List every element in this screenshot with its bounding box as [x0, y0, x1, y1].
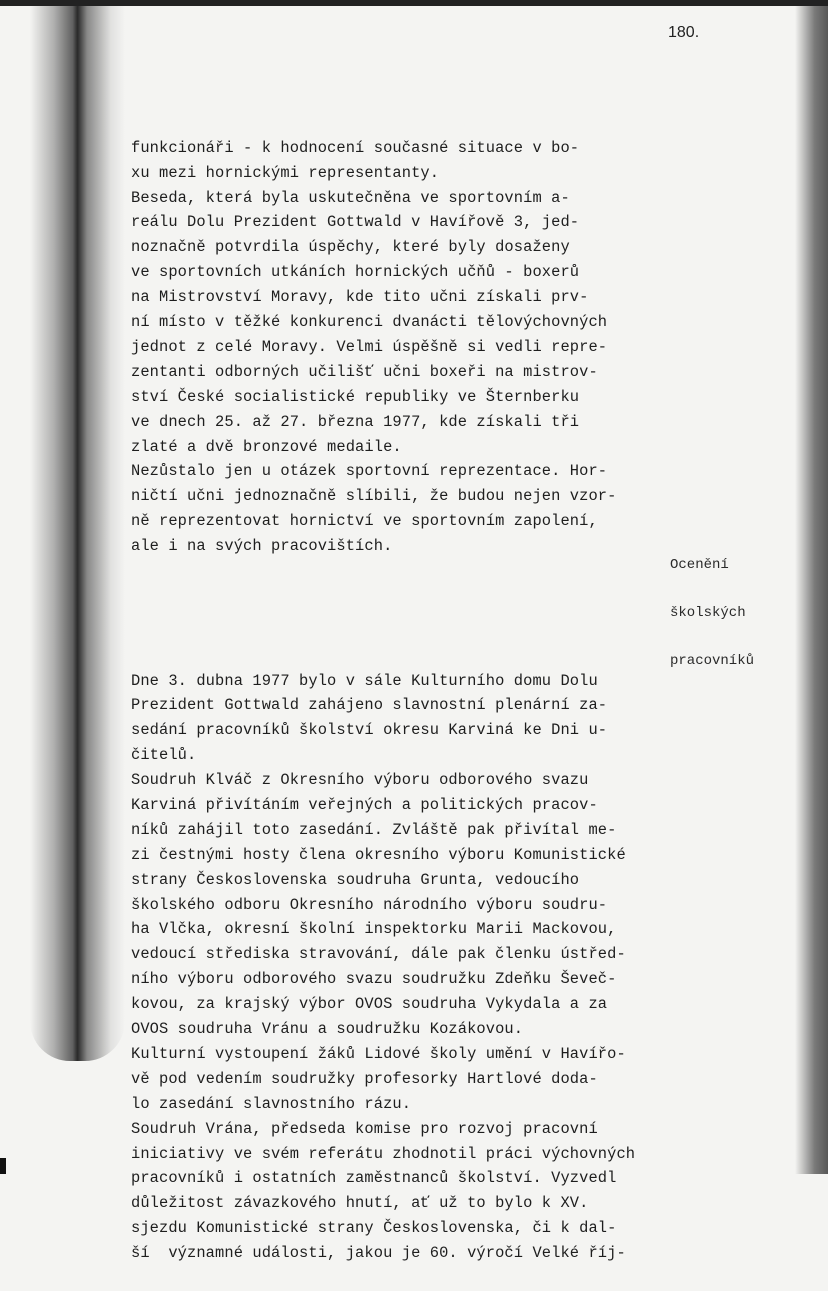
text-line: Soudruh Klváč z Okresního výboru odborového svazu	[131, 771, 589, 790]
document-body	[131, 86, 691, 1291]
margin-note-line: pracovníků	[670, 653, 755, 669]
text-line: Karviná přivítáním veřejných a politických pracov-	[131, 796, 598, 815]
text-line: vedoucí střediska stravování, dále pak členku ústřed-	[131, 945, 626, 964]
scan-corner-mark	[0, 1158, 6, 1174]
text-line: reálu Dolu Prezident Gottwald v Havířově 3, jed-	[131, 213, 580, 232]
text-line: OVOS soudruha Vránu a soudružku Kozákovou.	[131, 1020, 524, 1039]
text-line: ství České socialistické republiky ve Šternberku	[131, 387, 580, 406]
text-line: strany Československa soudruha Grunta, vedoucího	[131, 870, 580, 889]
text-line: lo zasedání slavnostního rázu.	[131, 1094, 412, 1113]
text-line: ně reprezentovat hornictví ve sportovním zapolení,	[131, 512, 598, 531]
text-line: sedání pracovníků školství okresu Karviná ke Dni u-	[131, 721, 608, 740]
text-line: Kulturní vystoupení žáků Lidové školy umění v Havířo-	[131, 1044, 626, 1063]
text-line: důležitost závazkového hnutí, ať už to bylo k XV.	[131, 1194, 589, 1213]
page-right-edge-shadow	[795, 6, 828, 1174]
text-line: ničtí učni jednoznačně slíbili, že budou nejen vzor-	[131, 487, 617, 506]
text-line: vě pod vedením soudružky profesorky Hartlové doda-	[131, 1069, 598, 1088]
text-line: ha Vlčka, okresní školní inspektorku Marii Mackovou,	[131, 920, 617, 939]
margin-note-line: Ocenění	[670, 557, 729, 573]
text-line: na Mistrovství Moravy, kde tito učni získali prv-	[131, 288, 589, 307]
text-line: xu mezi hornickými representanty.	[131, 163, 440, 182]
text-line: čitelů.	[131, 746, 197, 765]
margin-note	[670, 525, 754, 685]
text-line: Beseda, která byla uskutečněna ve sportovním a-	[131, 188, 570, 207]
text-line: zentanti odborných učilišť učni boxeři na mistrov-	[131, 362, 598, 381]
margin-note-line: školských	[670, 605, 746, 621]
book-spine-shadow	[30, 6, 125, 1061]
paragraph-block-sports	[131, 136, 691, 559]
text-line: sjezdu Komunistické strany Československa, či k dal-	[131, 1219, 617, 1238]
text-line: ší významné události, jakou je 60. výročí Velké říj-	[131, 1244, 626, 1263]
text-line: iniciativy ve svém referátu zhodnotil práci výchovných	[131, 1144, 636, 1163]
text-line: noznačně potvrdila úspěchy, které byly dosaženy	[131, 238, 570, 257]
text-line: jednot z celé Moravy. Velmi úspěšně si vedli repre-	[131, 337, 608, 356]
text-line: ale i na svých pracovištích.	[131, 537, 393, 556]
text-line: níků zahájil toto zasedání. Zvláště pak přivítal me-	[131, 820, 617, 839]
text-line: zi čestnými hosty člena okresního výboru Komunistické	[131, 845, 626, 864]
text-line: Nezůstalo jen u otázek sportovní reprezentace. Hor-	[131, 462, 608, 481]
text-line: Dne 3. dubna 1977 bylo v sále Kulturního domu Dolu	[131, 671, 598, 690]
text-line: Soudruh Vrána, předseda komise pro rozvoj pracovní	[131, 1119, 598, 1138]
text-line: ní místo v těžké konkurenci dvanácti tělovýchovných	[131, 313, 608, 332]
paragraph-block-teachers-day	[131, 669, 691, 1266]
text-line: zlaté a dvě bronzové medaile.	[131, 437, 402, 456]
text-line: funkcionáři - k hodnocení současné situace v bo-	[131, 138, 580, 157]
text-line: kovou, za krajský výbor OVOS soudruha Vykydala a za	[131, 995, 608, 1014]
text-line: ního výboru odborového svazu soudružku Zdeňku Ševeč-	[131, 970, 617, 989]
paragraph-gap	[131, 609, 691, 619]
text-line: ve dnech 25. až 27. března 1977, kde získali tři	[131, 412, 580, 431]
text-line: pracovníků i ostatních zaměstnanců školství. Vyzvedl	[131, 1169, 617, 1188]
page-number: 180.	[668, 24, 700, 41]
text-line: školského odboru Okresního národního výboru soudru-	[131, 895, 608, 914]
text-line: ve sportovních utkáních hornických učňů - boxerů	[131, 263, 580, 282]
text-line: Prezident Gottwald zahájeno slavnostní plenární za-	[131, 696, 608, 715]
